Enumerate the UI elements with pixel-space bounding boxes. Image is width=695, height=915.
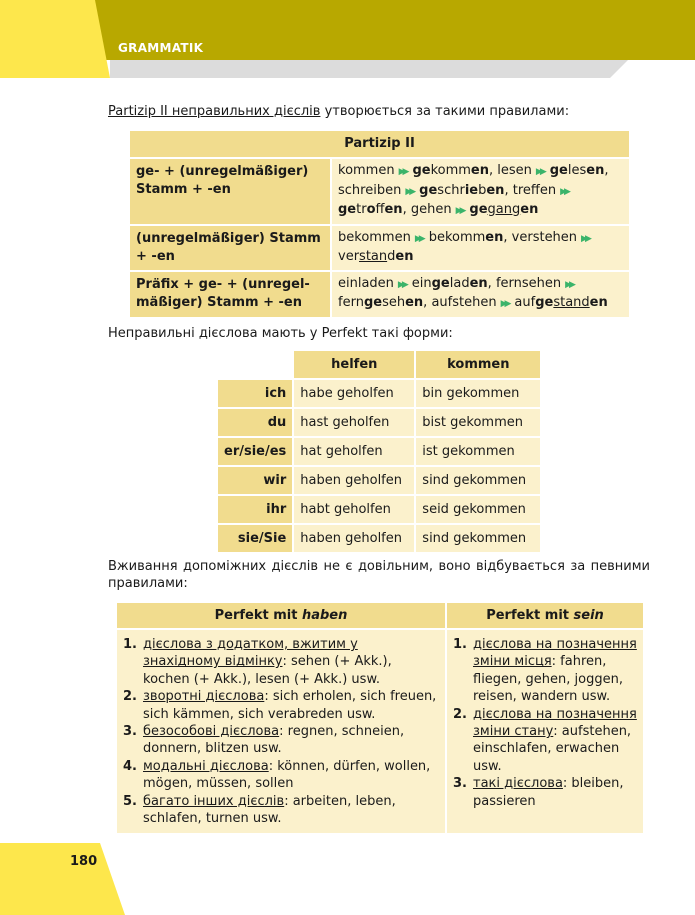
haben-header-word: haben [301,608,348,623]
infinitive: lesen [497,163,532,178]
participle-segment: ie [464,182,479,198]
intro-paragraph [108,103,650,120]
helfen-form: habe geholfen [293,379,415,408]
participle-segment: ver [338,249,360,264]
sein-header [446,602,644,629]
infinitive: treffen [512,182,557,198]
rule-examples [331,225,630,271]
participle-segment: en [485,229,504,245]
participle [412,163,489,178]
participle-segment: schr [437,182,465,198]
infinitive: einladen [338,275,394,291]
participle-segment: seh [382,295,406,310]
participle-segment: o [366,202,376,217]
participle-segment: d [387,249,396,264]
conjugation-row [217,379,541,408]
participle-segment: en [395,249,414,264]
pronoun: ich [217,379,293,408]
usage-item [453,775,637,810]
participle-segment: fern [338,295,364,310]
participle-segment: lad [449,275,470,291]
haben-header [116,602,446,629]
double-arrow-icon: ▶▶ [405,186,414,197]
infinitive: bekommen [338,229,411,245]
infinitive: schreiben [338,182,402,198]
usage-item [123,758,439,793]
conjugation-row [217,437,541,466]
helfen-form: hat geholfen [293,437,415,466]
header-accent [0,0,110,78]
partizip-table [128,129,631,319]
pronoun: sie/Sie [217,524,293,553]
blank-header-cell [217,350,293,379]
usage-item [123,723,439,758]
participle-segment: ein [411,275,432,291]
infinitive: gehen [410,202,452,217]
infinitive: kommen [338,163,395,178]
item-number: 1. [123,637,137,652]
kommen-form: bin gekommen [415,379,541,408]
participle-segment: gang [487,202,521,217]
pronoun: ihr [217,495,293,524]
kommen-form: sind gekommen [415,524,541,553]
participle-segment: en [405,295,424,310]
double-arrow-icon: ▶▶ [565,279,573,290]
conjugation-row [217,466,541,495]
intro-rest: утворюється за такими правилами: [320,104,570,119]
usage-table [115,601,645,835]
item-term: дієслова з додатком, вжитим у знахідному відмінку [143,637,358,670]
participle [338,295,423,310]
separator: , [503,229,508,245]
double-arrow-icon: ▶▶ [455,206,464,216]
participle-segment: en [469,275,488,291]
double-arrow-icon: ▶▶ [535,167,544,177]
item-term: такі дієслова [473,776,563,792]
participle-segment: auf [514,295,536,310]
item-examples: : bleiben, passieren [473,776,624,809]
participle [469,202,538,217]
separator: , [604,163,609,178]
pronoun: er/sie/es [217,437,293,466]
item-number: 3. [123,724,137,740]
kommen-form: ist gekommen [415,437,541,466]
participle-segment: stan [359,249,388,264]
participle-segment: ge [338,202,357,217]
infinitive: fernsehen [495,275,562,291]
participle-segment: en [486,182,505,198]
usage-item [123,793,439,828]
item-examples: : sich erholen, sich freuen, sich kämmen, sich verabreden usw. [143,689,437,722]
participle-segment: ge [431,275,450,291]
perfekt-intro: Неправильні дієслова мають у Perfekt такі форми: [108,326,453,341]
participle [429,230,504,245]
infinitive: verstehen [511,229,578,245]
participle [419,183,504,198]
participle [550,163,605,178]
participle-segment: en [470,163,489,178]
participle-segment: bekomm [428,229,486,245]
item-number: 4. [123,758,137,774]
item-term: зворотні дієслова [143,689,265,705]
sein-header-word: sein [573,608,604,623]
haben-list-cell [116,629,446,834]
item-examples: : sehen (+ Akk.), kochen (+ Akk.), lesen (+ Akk.) usw. [143,654,392,687]
participle-segment: tr [356,202,367,217]
item-term: модальні дієслова [143,758,269,774]
participle-segment: ge [419,182,438,198]
separator: , [489,163,494,178]
participle-segment: ff [375,202,385,217]
helfen-form: haben geholfen [293,524,415,553]
double-arrow-icon: ▶▶ [398,167,407,177]
participle-segment: stand [553,295,590,310]
item-number: 2. [123,689,137,705]
pronoun: wir [217,466,293,495]
sein-list [453,636,637,810]
item-number: 1. [453,637,467,652]
page-number: 180 [70,854,98,869]
header-stripe [110,60,628,78]
infinitive: aufstehen [431,295,497,310]
usage-item [453,706,637,776]
item-number: 5. [123,793,137,809]
conjugation-row [217,495,541,524]
pronoun: du [217,408,293,437]
participle [338,249,413,264]
double-arrow-icon: ▶▶ [500,299,509,309]
item-examples: : regnen, schneien, donnern, blitzen usw. [143,724,405,757]
participle-segment: ge [412,163,431,178]
rule-examples [331,271,630,318]
double-arrow-icon: ▶▶ [581,233,589,244]
rule-examples [331,158,630,225]
participle [412,276,488,291]
usage-item [453,636,637,706]
usage-intro: Вживання допоміжних дієслів не є довільним, воно відбувається за певними правилами: [108,559,650,591]
item-examples: : können, dürfen, wollen, mögen, müssen, sollen [143,758,431,792]
haben-list [123,636,439,827]
sein-list-cell [446,629,644,834]
rule-label: Präfix + ge- + (unregel-mäßiger) Stamm + -en [129,271,331,318]
participle [514,295,607,310]
kommen-form: seid gekommen [415,495,541,524]
separator: , [487,275,492,291]
intro-underlined: Partizip II неправильних дієслів [108,104,321,119]
item-examples: : fahren, fliegen, gehen, joggen, reisen, wandern usw. [473,654,623,705]
partizip-row [129,271,630,318]
item-number: 2. [453,706,467,722]
double-arrow-icon: ▶▶ [414,233,423,244]
item-term: багато інших дієслів [143,793,285,809]
item-term: безособові дієслова [143,724,280,740]
sein-header-prefix: Perfekt mit [486,608,574,623]
item-term: дієслова на позначення зміни стану [473,706,637,740]
column-header-helfen: helfen [293,350,415,379]
section-title: GRAMMATIK [118,41,204,55]
conjugation-row [217,524,541,553]
rule-label: (unregelmäßiger) Stamm + -en [129,225,331,271]
helfen-form: habt geholfen [293,495,415,524]
double-arrow-icon: ▶▶ [397,279,406,290]
participle-segment: ge [549,163,568,178]
participle-segment: en [520,202,539,217]
usage-item [123,688,439,723]
rule-label: ge- + (unregelmäßiger) Stamm + -en [129,158,331,225]
participle-segment: ge [535,295,554,310]
helfen-form: hast geholfen [293,408,415,437]
separator: , [402,202,407,217]
participle-segment: komm [430,163,471,178]
partizip-row [129,158,630,225]
participle-segment: les [567,163,587,178]
partizip-row [129,225,630,271]
column-header-kommen: kommen [415,350,541,379]
conjugation-table [216,349,542,554]
partizip-table-title: Partizip II [129,130,630,158]
participle-segment: ge [363,295,383,310]
item-examples: : arbeiten, leben, schlafen, turnen usw. [143,793,396,827]
participle [338,202,403,217]
haben-header-prefix: Perfekt mit [214,608,302,623]
participle-segment: ge [469,202,488,217]
usage-item [123,636,439,688]
item-number: 3. [453,776,467,792]
separator: , [504,182,509,198]
conjugation-row [217,408,541,437]
kommen-form: bist gekommen [415,408,541,437]
participle-segment: en [384,202,403,217]
participle-segment: en [586,163,605,178]
item-examples: : aufstehen, einschlafen, erwachen usw. [473,724,632,774]
double-arrow-icon: ▶▶ [560,186,568,197]
kommen-form: sind gekommen [415,466,541,495]
footer-accent [0,843,125,915]
participle-segment: en [589,295,608,310]
helfen-form: haben geholfen [293,466,415,495]
separator: , [423,295,428,310]
participle-segment: b [478,182,487,198]
item-term: дієслова на позначення зміни місця [473,637,637,670]
